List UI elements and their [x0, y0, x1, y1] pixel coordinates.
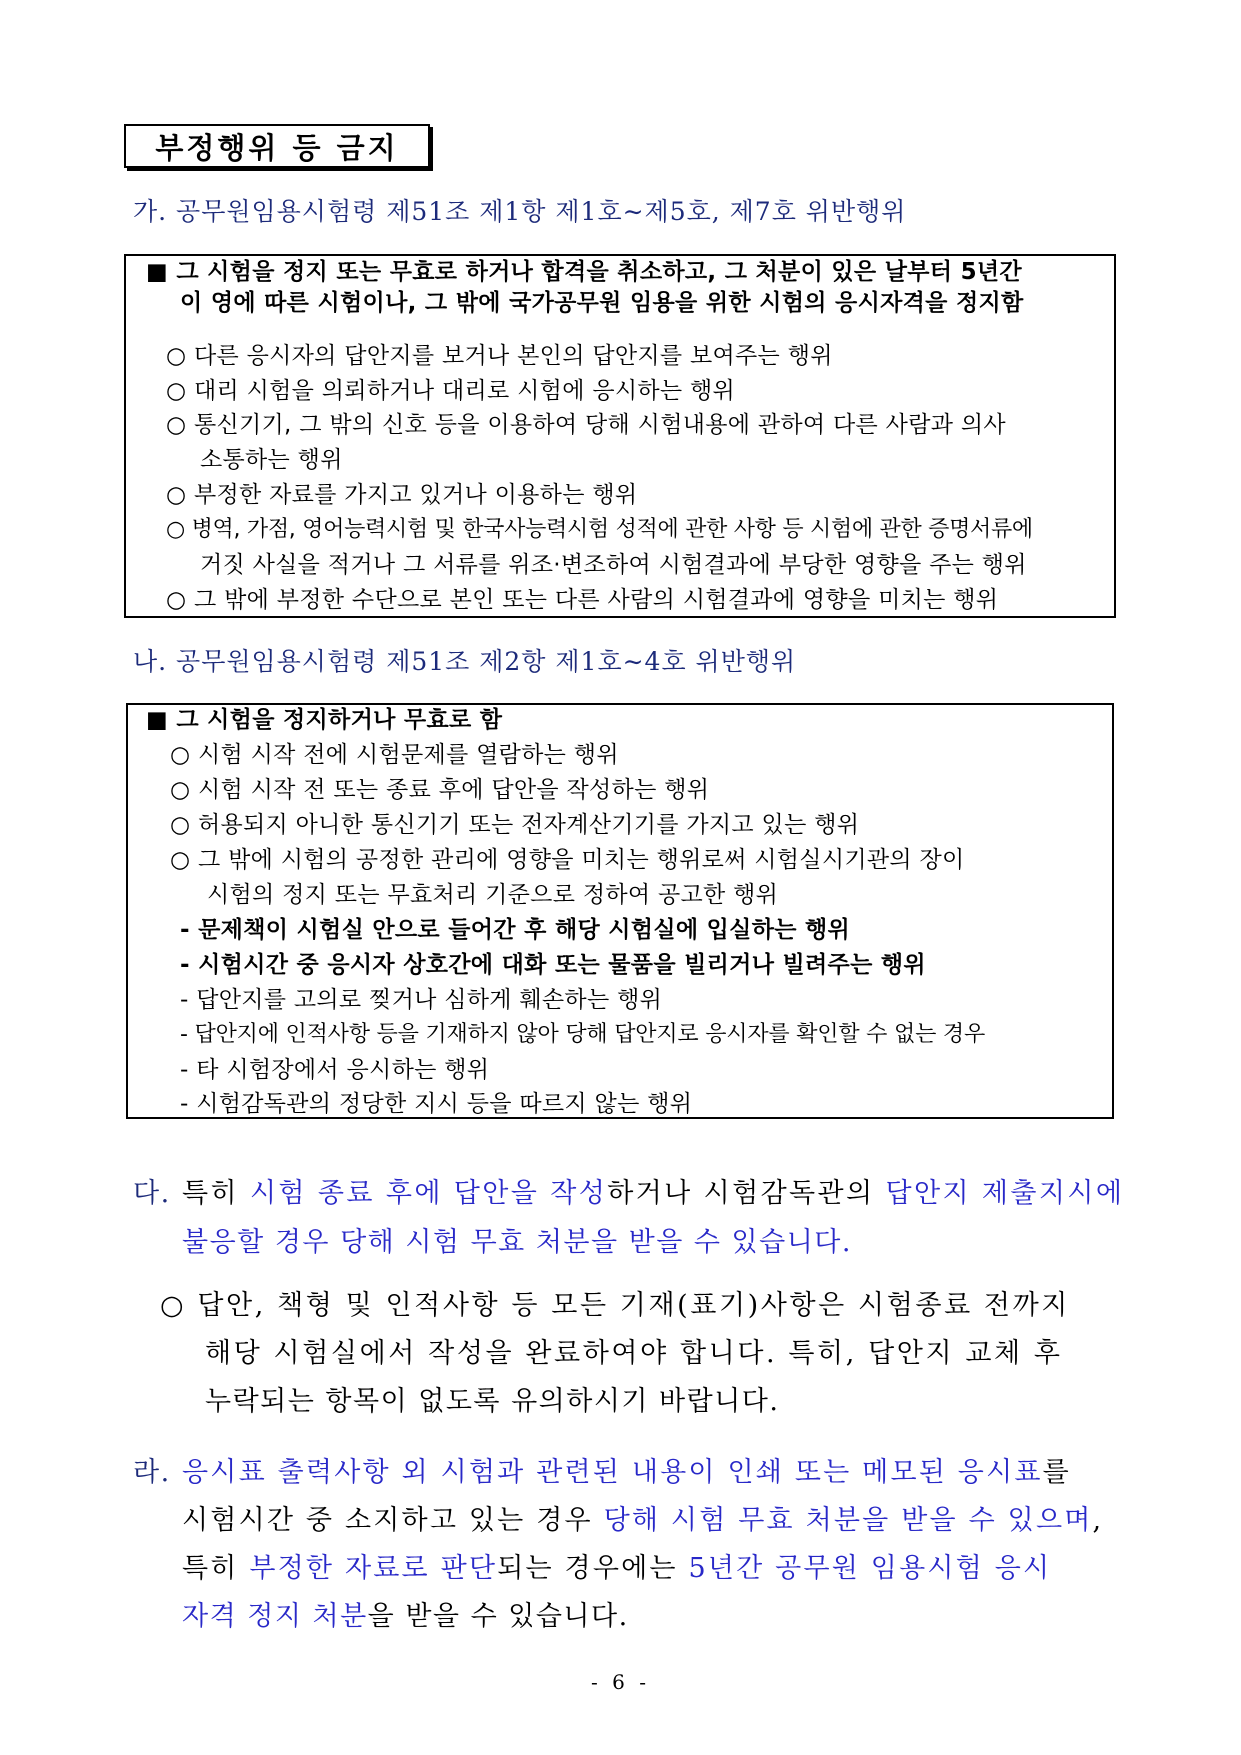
section-ra-label: 라.	[133, 1457, 171, 1488]
list-item: ○ 부정한 자료를 가지고 있거나 이용하는 행위	[166, 482, 638, 508]
section-da-label: 다.	[133, 1178, 171, 1209]
sub-item: - 시험감독관의 정당한 지시 등을 따르지 않는 행위	[180, 1091, 693, 1117]
page-number: - 6 -	[591, 1670, 650, 1694]
section-na-heading: 나. 공무원임용시험령 제51조 제2항 제1호∼4호 위반행위	[133, 647, 797, 676]
list-item-continuation: 소통하는 행위	[200, 447, 343, 473]
section-ra-line3: 특히 부정한 자료로 판단되는 경우에는 5년간 공무원 임용시험 응시	[182, 1553, 1052, 1584]
list-item: ○ 대리 시험을 의뢰하거나 대리로 시험에 응시하는 행위	[166, 378, 736, 404]
sub-item: - 문제책이 시험실 안으로 들어간 후 해당 시험실에 입실하는 행위	[180, 917, 851, 943]
section-da-line1: 특히 시험 종료 후에 답안을 작성하거나 시험감독관의 답안지 제출지시에	[182, 1178, 1125, 1209]
list-item: ○ 병역, 가점, 영어능력시험 및 한국사능력시험 성적에 관한 사항 등 시험에 관한 증명서류에	[166, 517, 1033, 542]
section-da-line2: 불응할 경우 당해 시험 무효 처분을 받을 수 있습니다.	[182, 1227, 852, 1258]
section-ra-line2: 시험시간 중 소지하고 있는 경우 당해 시험 무효 처분을 받을 수 있으며,	[182, 1505, 1104, 1536]
list-item-continuation: 시험의 정지 또는 무효처리 기준으로 정하여 공고한 행위	[207, 882, 779, 908]
section-ga-box-header-line1: ■ 그 시험을 정지 또는 무효로 하거나 합격을 취소하고, 그 처분이 있은 날부터 5년간	[146, 259, 1022, 285]
sub-item: - 시험시간 중 응시자 상호간에 대화 또는 물품을 빌리거나 빌려주는 행위	[180, 952, 926, 978]
section-ga-heading: 가. 공무원임용시험령 제51조 제1항 제1호∼제5호, 제7호 위반행위	[133, 197, 907, 226]
sub-item: - 답안지를 고의로 찢거나 심하게 훼손하는 행위	[180, 987, 663, 1013]
list-item: ○ 그 밖에 부정한 수단으로 본인 또는 다른 사람의 시험결과에 영향을 미치는 행위	[166, 587, 999, 613]
list-item: ○ 다른 응시자의 답안지를 보거나 본인의 답안지를 보여주는 행위	[166, 343, 833, 369]
list-item-continuation: 거짓 사실을 적거나 그 서류를 위조·변조하여 시험결과에 부당한 영향을 주는 행위	[200, 552, 1027, 578]
list-item: ○ 그 밖에 시험의 공정한 관리에 영향을 미치는 행위로써 시험실시기관의 장이	[170, 847, 965, 873]
section-da-note-line1: ○ 답안, 책형 및 인적사항 등 모든 기재(표기)사항은 시험종료 전까지	[160, 1290, 1070, 1321]
section-da-note-line2: 해당 시험실에서 작성을 완료하여야 합니다. 특히, 답안지 교체 후	[205, 1338, 1063, 1369]
sub-item: - 답안지에 인적사항 등을 기재하지 않아 당해 답안지로 응시자를 확인할 수 없는 경우	[180, 1022, 986, 1047]
section-ra-line1: 응시표 출력사항 외 시험과 관련된 내용이 인쇄 또는 메모된 응시표를	[182, 1457, 1071, 1488]
sub-item: - 타 시험장에서 응시하는 행위	[180, 1057, 490, 1083]
list-item: ○ 시험 시작 전에 시험문제를 열람하는 행위	[170, 742, 619, 768]
section-ra-line4: 자격 정지 처분을 받을 수 있습니다.	[182, 1601, 629, 1632]
list-item: ○ 통신기기, 그 밖의 신호 등을 이용하여 당해 시험내용에 관하여 다른 사람과 의사	[166, 412, 1006, 438]
section-ga-box-header-line2: 이 영에 따른 시험이나, 그 밖에 국가공무원 임용을 위한 시험의 응시자격을 정지함	[180, 290, 1024, 316]
list-item: ○ 시험 시작 전 또는 종료 후에 답안을 작성하는 행위	[170, 777, 710, 803]
page-title: 부정행위 등 금지	[124, 124, 430, 168]
list-item: ○ 허용되지 아니한 통신기기 또는 전자계산기기를 가지고 있는 행위	[170, 812, 860, 838]
section-na-box-header: ■ 그 시험을 정지하거나 무효로 함	[146, 707, 503, 733]
section-da-note-line3: 누락되는 항목이 없도록 유의하시기 바랍니다.	[205, 1386, 780, 1417]
